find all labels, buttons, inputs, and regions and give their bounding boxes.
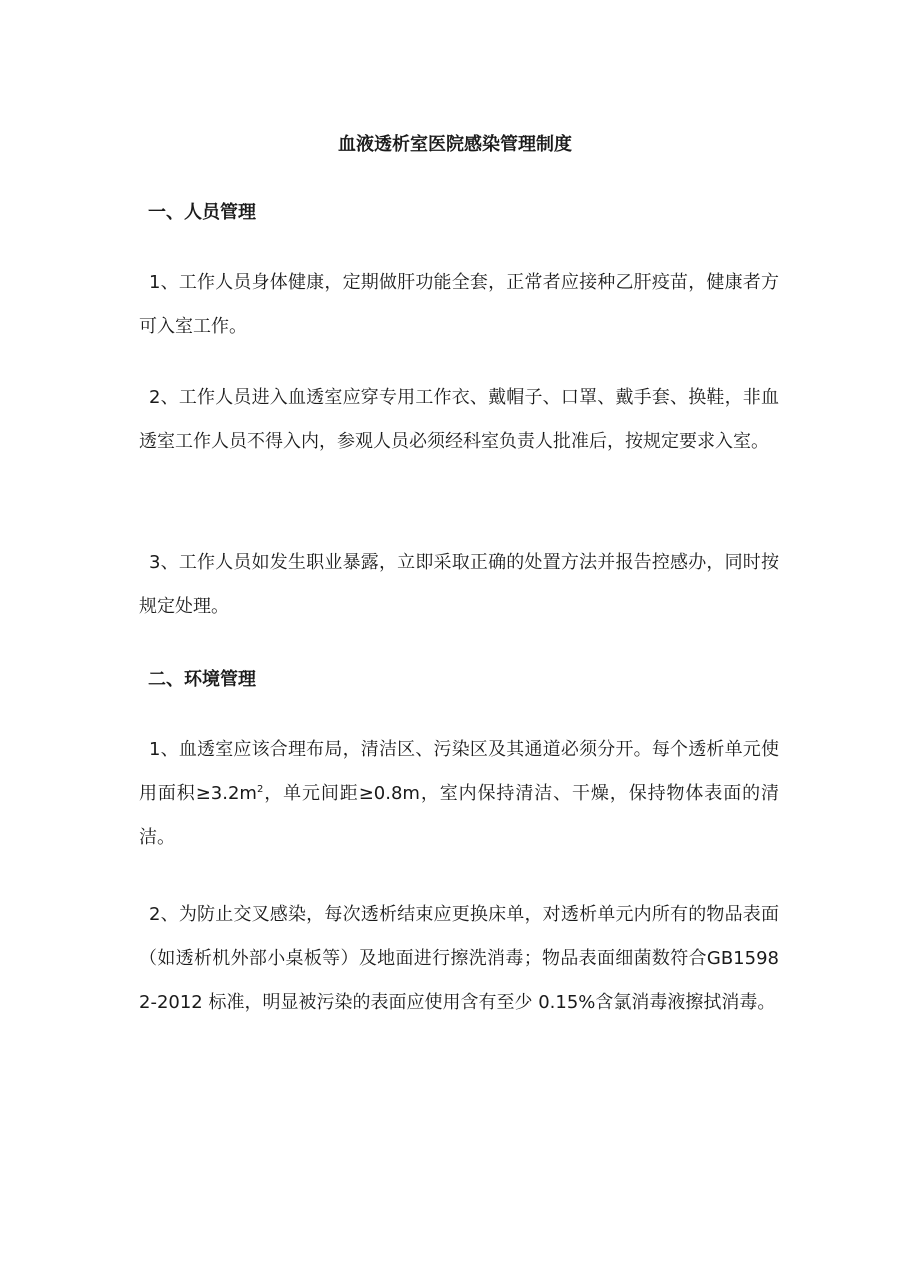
paragraph-environment-1-text-cont: ，单元间距≥0.8m，室内保持清洁、干燥，保持物体表面的清洁。 — [139, 783, 779, 848]
paragraph-personnel-3: 3、工作人员如发生职业暴露，立即采取正确的处置方法并报告控感办，同时按规定处理。 — [139, 552, 779, 617]
document-title: 血液透析室医院感染管理制度 — [338, 134, 572, 155]
paragraph-environment-2: 2、为防止交叉感染，每次透析结束应更换床单，对透析单元内所有的物品表面（如透析机外部小桌板等）及地面进行擦洗消毒；物品表面细菌数符合GB15982-2012 标准，明显被污染的表面应使用含有至少 0.15%含氯消毒液擦拭消毒。 — [139, 904, 779, 1013]
superscript-square: 2 — [256, 784, 264, 795]
paragraph-environment-1 — [139, 728, 779, 860]
section-heading-environment: 二、环境管理 — [148, 669, 256, 690]
paragraph-personnel-2: 2、工作人员进入血透室应穿专用工作衣、戴帽子、口罩、戴手套、换鞋，非血透室工作人员不得入内，参观人员必须经科室负责人批准后，按规定要求入室。 — [139, 387, 779, 452]
paragraph-environment-1-text: 1、血透室应该合理布局，清洁区、污染区及其通道必须分开。每个透析单元使用面积≥3.2m — [139, 739, 779, 804]
paragraph-personnel-1: 1、工作人员身体健康，定期做肝功能全套，正常者应接种乙肝疫苗，健康者方可入室工作。 — [139, 272, 779, 337]
section-heading-personnel: 一、人员管理 — [148, 202, 256, 223]
